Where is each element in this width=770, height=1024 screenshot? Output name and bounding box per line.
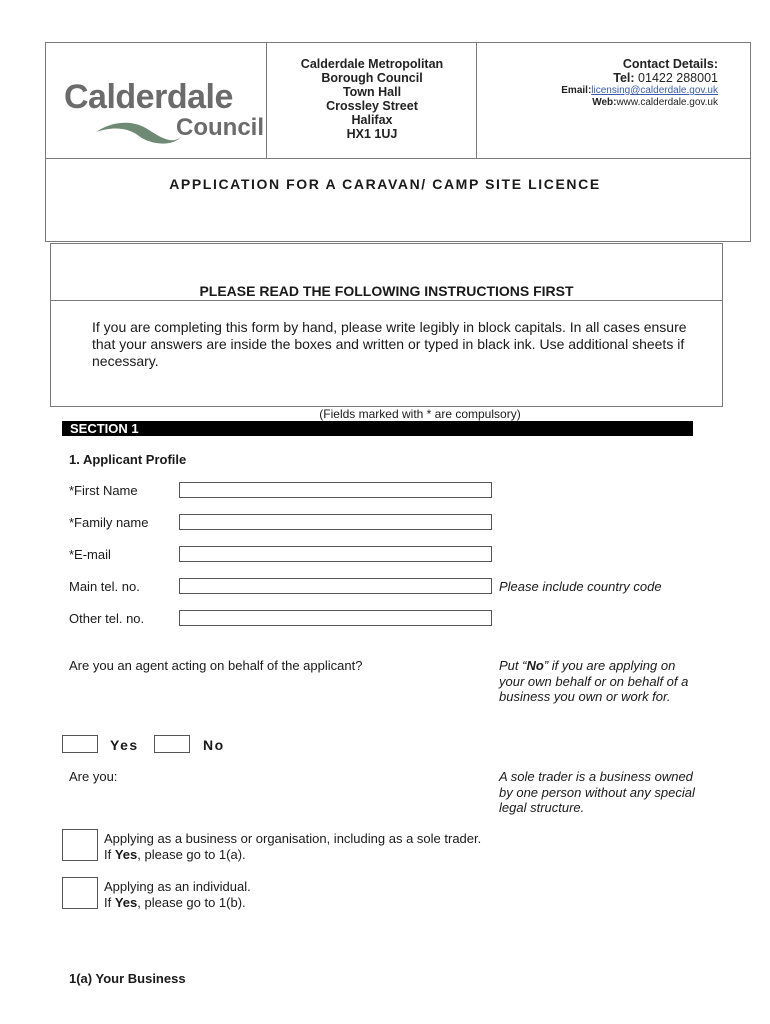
calderdale-council-logo [64, 78, 264, 150]
logo-wordmark: Calderdale [64, 78, 233, 116]
individual-option-text [104, 879, 251, 911]
first-name-input[interactable] [179, 482, 492, 498]
if-text: If [104, 895, 115, 910]
if-text: If [104, 847, 115, 862]
section-bar [62, 421, 693, 436]
are-you-label: Are you: [69, 769, 118, 784]
logo-swoosh-icon [94, 114, 184, 150]
yes-text: Yes [114, 895, 138, 910]
address-line: Crossley Street [326, 99, 418, 113]
other-tel-input[interactable] [179, 610, 492, 626]
form-title: APPLICATION FOR A CARAVAN/ CAMP SITE LICENCE [169, 176, 601, 192]
business-option-text [104, 831, 481, 863]
business-option-instruction [104, 847, 481, 863]
contact-email [478, 85, 718, 97]
no-label: No [203, 737, 225, 753]
web-link[interactable]: www.calderdale.gov.uk [616, 97, 718, 108]
tel-label: Tel: [613, 71, 635, 85]
header-divider [266, 43, 267, 158]
section-label: SECTION 1 [70, 421, 139, 436]
email-label: *E-mail [69, 547, 111, 562]
main-tel-label: Main tel. no. [69, 579, 140, 594]
yes-label: Yes [110, 737, 139, 753]
your-business-heading: 1(a) Your Business [69, 971, 186, 986]
email-input[interactable] [179, 546, 492, 562]
instructions-divider [51, 300, 722, 301]
sole-trader-hint: A sole trader is a business owned by one person without any special legal structure. [499, 769, 695, 815]
applicant-profile-heading: 1. Applicant Profile [69, 452, 187, 467]
agent-question: Are you an agent acting on behalf of the applicant? [69, 658, 363, 673]
web-label: Web: [592, 97, 617, 108]
email-label: Email: [561, 85, 592, 96]
compulsory-note: (Fields marked with * are compulsory) [319, 407, 521, 421]
goto-text: , please go to 1(b). [137, 895, 246, 910]
address-line: Calderdale Metropolitan [300, 57, 444, 71]
no-checkbox[interactable] [154, 735, 190, 753]
address-line: Halifax [351, 113, 393, 127]
agent-hint-no: No [526, 658, 544, 673]
individual-option-checkbox[interactable] [62, 877, 98, 909]
logo-subtitle: Council [176, 114, 264, 141]
family-name-label: *Family name [69, 515, 149, 530]
header-divider [46, 158, 750, 159]
contact-web [478, 97, 718, 109]
instructions-title: PLEASE READ THE FOLLOWING INSTRUCTIONS FIRST [199, 283, 574, 299]
address-line: Town Hall [342, 85, 402, 99]
business-option-checkbox[interactable] [62, 829, 98, 861]
first-name-label: *First Name [69, 483, 138, 498]
family-name-input[interactable] [179, 514, 492, 530]
agent-hint-pre: Put “ [499, 658, 527, 673]
instructions-body: If you are completing this form by hand, please write legibly in block capitals. In all cases ensure that your answers are inside the boxes and written or typed in black ink. Use additional sheets if necessary. [92, 319, 687, 369]
address-line: HX1 1UJ [346, 127, 398, 141]
council-address [268, 57, 476, 141]
address-line: Borough Council [321, 71, 423, 85]
other-tel-label: Other tel. no. [69, 611, 145, 626]
agent-hint [499, 658, 699, 705]
header-divider [476, 43, 477, 158]
individual-option-instruction [104, 895, 251, 911]
goto-text: , please go to 1(a). [137, 847, 246, 862]
contact-tel [478, 71, 718, 85]
contact-heading: Contact Details: [622, 57, 718, 71]
main-tel-input[interactable] [179, 578, 492, 594]
yes-text: Yes [114, 847, 138, 862]
business-option-line: Applying as a business or organisation, including as a sole trader. [104, 831, 482, 846]
yes-checkbox[interactable] [62, 735, 98, 753]
email-link[interactable]: licensing@calderdale.gov.uk [591, 85, 718, 96]
contact-details [478, 57, 718, 109]
country-code-hint: Please include country code [499, 579, 662, 594]
tel-value: 01422 288001 [638, 71, 718, 85]
individual-option-line: Applying as an individual. [104, 879, 251, 894]
agent-hint-post: ” if you are applying on your own behalf or on behalf of a business you own or work for. [499, 658, 689, 704]
